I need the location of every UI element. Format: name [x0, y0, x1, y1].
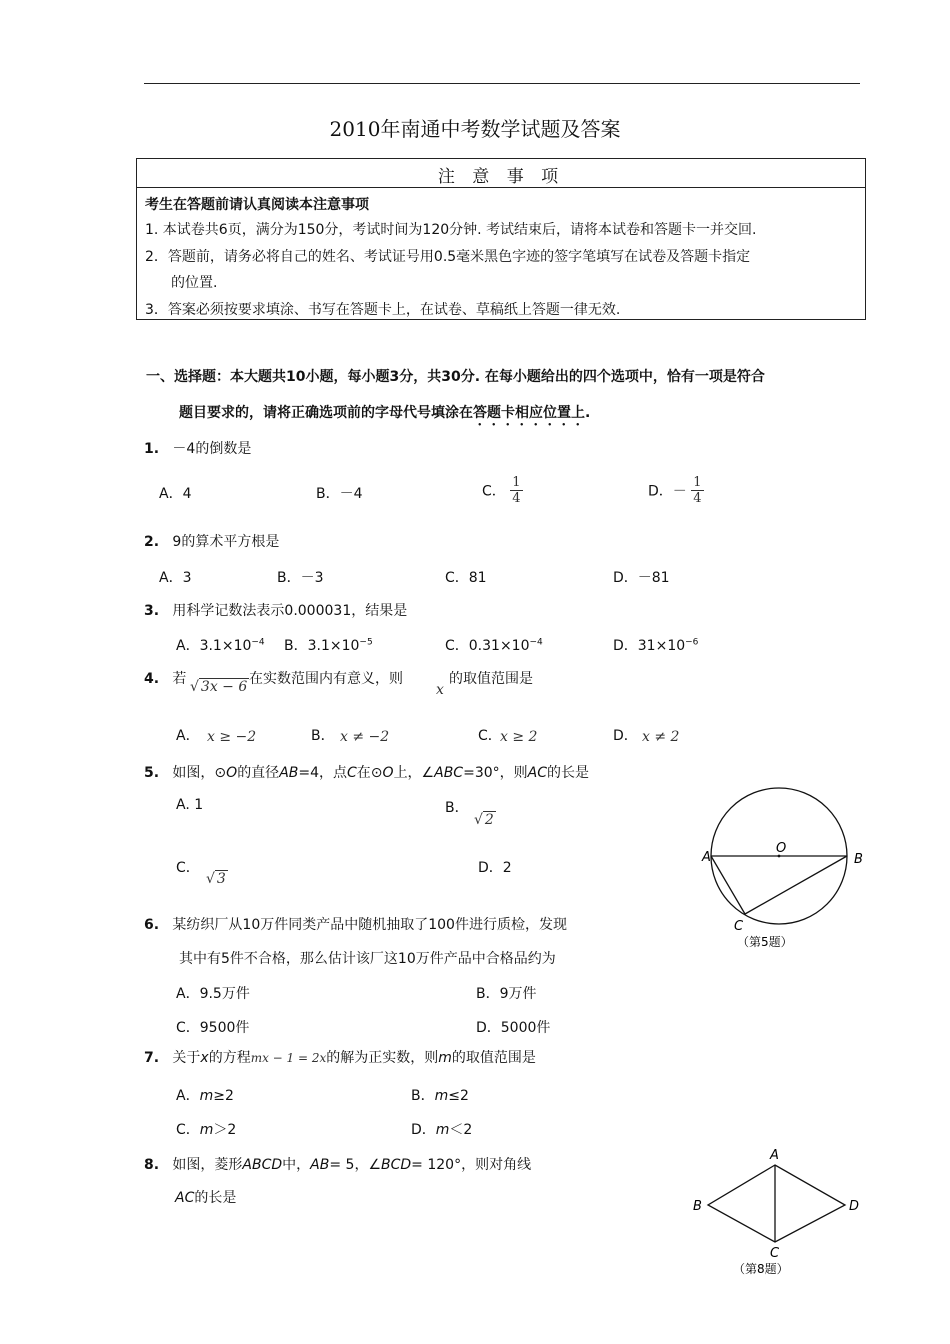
q4-stem-mid: 在实数范围内有意义，则: [249, 671, 403, 687]
label-b: B: [854, 852, 863, 867]
notice-item-2-cont: 的位置.: [171, 275, 218, 291]
q4-option-d: D．: [613, 728, 638, 744]
q2-option-c: C．81: [445, 570, 487, 586]
question-3: 3. 用科学记数法表示0.000031，结果是: [144, 603, 408, 619]
q5-option-b: B．: [445, 800, 469, 816]
q4-option-d-math: x ≠ 2: [642, 729, 680, 745]
q6-option-c: C．9500件: [176, 1020, 250, 1036]
label-a: A: [702, 850, 711, 865]
question-6-line-2: 其中有5件不合格，那么估计该厂这10万件产品中合格品约为: [179, 951, 556, 967]
q4-option-c-math: x ≥ 2: [500, 729, 538, 745]
q7-option-c: C．m＞2: [176, 1122, 237, 1138]
q4-option-b-math: x ≠ −2: [340, 729, 390, 745]
chord-cb: [745, 856, 847, 914]
q1-option-b: B．－4: [316, 486, 363, 502]
question-8: 8. 如图，菱形ABCD中，AB= 5，∠BCD= 120°，则对角线: [144, 1157, 532, 1173]
q5-option-c-radical: √ 3: [206, 871, 226, 887]
q3-option-d: D．$31\times 10^{-6}$: [613, 637, 699, 654]
q1-option-d: D．－ $\frac{1}{4}$: [648, 475, 702, 506]
q4-option-c: C．: [478, 728, 502, 744]
q3-option-c: C．$0.31\times 10^{-4}$: [445, 637, 543, 654]
q6-option-b: B．9万件: [476, 986, 537, 1002]
q1-option-c: C． $\frac{1}{4}$: [482, 475, 521, 506]
question-6: 6. 某纺织厂从10万件同类产品中随机抽取了100件进行质检，发现: [144, 917, 567, 933]
q4-option-a-math: x ≥ −2: [207, 729, 257, 745]
fraction: $\frac{1}{4}$: [512, 475, 521, 506]
q8-rhombus-figure: [685, 1140, 870, 1280]
question-7: 7. 关于x的方程mx − 1 = 2x的解为正实数，则m的取值范围是: [144, 1050, 536, 1066]
question-8-line-2: AC的长是: [175, 1190, 237, 1206]
rhombus-abcd: [708, 1165, 845, 1242]
q5-option-c: C．: [176, 860, 200, 876]
page-title: 2010年南通中考数学试题及答案: [329, 117, 621, 141]
q7-option-a: A．m≥2: [176, 1088, 234, 1104]
q4-stem-end: 的取值范围是: [449, 671, 533, 687]
label-b: B: [693, 1199, 702, 1214]
q2-option-b: B．－3: [277, 570, 324, 586]
notice-box: [136, 158, 866, 320]
notice-heading: 注 意 事 项: [437, 167, 565, 187]
notice-item-2: 2．答题前，请务必将自己的姓名、考试证号用0.5毫米黑色字迹的签字笔填写在试卷及答题卡指定: [145, 249, 751, 265]
section-1-line-1: 一、选择题：本大题共10小题，每小题3分，共30分. 在每小题给出的四个选项中，恰有一项是符合: [146, 369, 765, 385]
q4-var: x: [436, 682, 444, 698]
top-rule: [144, 83, 860, 84]
label-c: C: [770, 1246, 780, 1261]
q5-option-b-radical: √ 2: [474, 812, 494, 828]
q2-option-d: D．－81: [613, 570, 670, 586]
fraction: $\frac{1}{4}$: [693, 475, 702, 506]
q8-caption: （第8题）: [733, 1262, 789, 1276]
question-5: 5. 如图，⊙O的直径AB=4，点C在⊙O上，∠ABC=30°，则AC的长是: [144, 765, 589, 781]
q5-caption: （第5题）: [737, 935, 793, 949]
q5-option-d: D．2: [478, 860, 512, 876]
question-4: 4. 若: [144, 671, 187, 687]
q3-option-a: A．$3.1\times 10^{-4}$: [176, 637, 265, 654]
notice-subheading: 考生在答题前请认真阅读本注意事项: [145, 197, 369, 213]
q6-option-a: A．9.5万件: [176, 986, 250, 1002]
label-o: O: [776, 841, 787, 856]
q1-option-a: A．4: [159, 486, 192, 502]
q7-option-d: D．m＜2: [411, 1122, 473, 1138]
q5-option-a: A. 1: [176, 797, 204, 813]
question-1: 1. －4的倒数是: [144, 441, 252, 457]
question-2: 2. 9的算术平方根是: [144, 534, 280, 550]
q2-option-a: A．3: [159, 570, 192, 586]
q7-option-b: B．m≤2: [411, 1088, 469, 1104]
q4-option-a: A．: [176, 728, 200, 744]
q5-circle-figure: [690, 780, 880, 950]
section-1-line-2: 题目要求的，请将正确选项前的字母代号填涂在答题卡相应位置上.: [179, 405, 591, 421]
notice-item-3: 3．答案必须按要求填涂、书写在答题卡上，在试卷、草稿纸上答题一律无效.: [145, 302, 621, 318]
label-c: C: [734, 919, 744, 934]
chord-ac: [711, 856, 745, 914]
q6-option-d: D．5000件: [476, 1020, 551, 1036]
notice-divider: [137, 187, 865, 188]
q3-option-b: B．$3.1\times 10^{-5}$: [284, 637, 373, 654]
label-d: D: [849, 1199, 860, 1214]
notice-item-1: 1. 本试卷共6页，满分为150分，考试时间为120分钟. 考试结束后，请将本试卷和答题卡一并交回.: [145, 222, 757, 238]
q4-radical: √ 3x − 6: [190, 679, 248, 695]
q4-option-b: B．: [311, 728, 335, 744]
label-a: A: [770, 1148, 779, 1163]
